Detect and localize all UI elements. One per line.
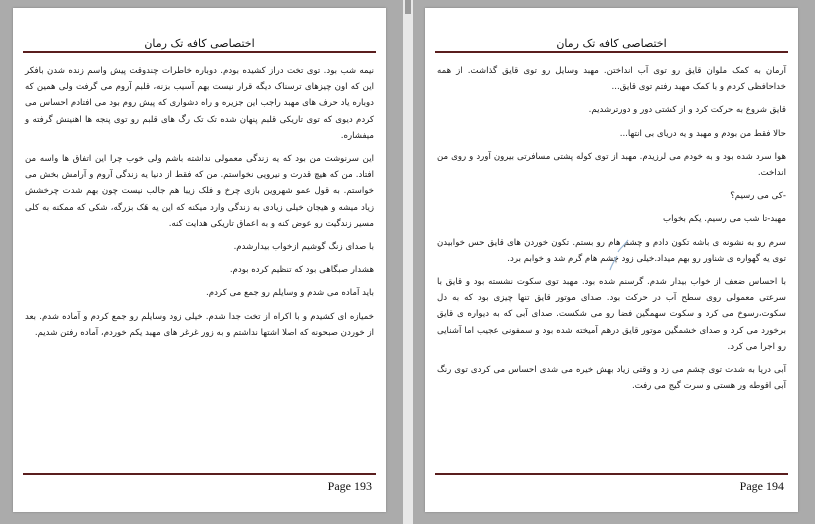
paragraph: سرم رو به نشونه ی باشه تکون دادم و چشم هام رو بستم. تکون خوردن های قایق حس خوابیدن توی یه گهواره ی شناور رو بهم میداد.خیلی زود چشم هام گرم شد و خوابم برد. bbox=[437, 237, 786, 264]
paragraph: حالا فقط من بودم و مهبد و یه دریای بی انتها... bbox=[619, 128, 786, 139]
page-title: اختصاصی کافه تک رمان bbox=[144, 37, 255, 50]
paragraph: -کی می رسیم؟ bbox=[730, 191, 786, 202]
paragraph: هشدار صبگاهی بود که تنظیم کرده بودم. bbox=[229, 265, 374, 276]
paragraph: نیمه شب بود. توی تخت دراز کشیده بودم. دوباره خاطرات چندوقت پیش واسم زنده شدن بافکر این که اون چیزهای ترسناک دیگه قرار نیست بهم آسیب بزنه، قلبم آروم می گرفت ولی همین که دوباره یاد حرف های مهبد راجب این جزیره و راه دشواری که پیش روم بود می افتادم احساس می کردم دیوی که توی تاریکی قلبم پنهان شده تک تک رگ های قلبم رو توی پنجه ها اهنینش گرفته و میفشاره. bbox=[25, 66, 374, 141]
paragraph: آبی دریا به شدت توی چشم می زد و وقتی زیاد بهش خیره می شدی احساس می کردی توی رنگ آبی اقوطه ور هستی و سرت گیج می رفت. bbox=[437, 365, 786, 392]
paragraph: هوا سرد شده بود و به خودم می لرزیدم. مهبد از توی کوله پشتی مسافرتی بیرون آورد و روی من انداخت. bbox=[437, 151, 786, 179]
page-body bbox=[437, 63, 786, 401]
watermark-mark bbox=[606, 238, 632, 274]
page-body bbox=[25, 63, 374, 348]
page-number: Page 194 bbox=[739, 479, 784, 493]
page-title: اختصاصی کافه تک رمان bbox=[556, 37, 667, 50]
paragraph: خمیازه ای کشیدم و با اکراه از تخت جدا شدم. خیلی زود وسایلم رو جمع کردم و آماده شدم. بعد از خوردن صبحونه که اصلا اشتها نداشتم و به زور غرغر های مهبد یکم خوردم، آماده رفتن شدیم. bbox=[25, 311, 374, 338]
paragraph: آرمان به کمک ملوان قایق رو توی آب انداختن. مهبد وسایل رو توی قایق گذاشت. از همه خداحافظی کردم و با کمک مهبد رفتم توی قایق... bbox=[437, 66, 786, 93]
page-gap bbox=[403, 0, 413, 524]
footer-rule bbox=[23, 473, 376, 475]
paragraph: با احساس ضعف از خواب بیدار شدم. گرسنم شده بود. مهبد توی سکوت نشسته بود و قایق با سرعتی معمولی روی سطح آب در حرکت بود. صدای موتور قایق تنها چیزی بود که به دل سکوت،رسوخ می کرد و سکوت سهمگین فضا رو می شکست. صدای آبی که به دیواره ی قایق برخورد می کرد و صدای خشمگین موتور قایق درهم آمیخته شده بود و سمفونی عجیب اما آشنایی رو اجرا می کرد. bbox=[437, 277, 786, 352]
paragraph: این سرنوشت من بود که یه زندگی معمولی نداشته باشم ولی خوب چرا این اتفاق ها واسه من افتاد. من که هیچ قدرت و نیرویی نخواستم. من که فقط از دنیا یه زندگی آروم و آرامش بخش می خواستم. به قول عمو شهروین بازی چرخ و فلک زیبا هم جالب نیست چون بهم شدت چرخشش زیاد میشه و هیجان خیلی زیادی به زندگی وارد میکنه که این یه هَک بزرگه، شکی که ممکنه به کلی مسیر زندگیت رو عوض کنه و به اعماق تاریکی هدایت کنه. bbox=[25, 154, 374, 229]
paragraph: با صدای زنگ گوشیم ازخواب بیدارشدم. bbox=[233, 242, 374, 253]
paragraph: قایق شروع به حرکت کرد و از کشتی دور و دورترشدیم. bbox=[588, 105, 786, 116]
scrollbar-thumb[interactable] bbox=[405, 0, 411, 14]
paragraph: باید آماده می شدم و وسایلم رو جمع می کردم. bbox=[206, 288, 374, 299]
page-left bbox=[13, 8, 386, 512]
header-rule bbox=[23, 51, 376, 53]
page-number: Page 193 bbox=[327, 479, 372, 493]
paragraph: مهبد-تا شب می رسیم. یکم بخواب bbox=[663, 214, 786, 225]
footer-rule bbox=[435, 473, 788, 475]
header-rule bbox=[435, 51, 788, 53]
